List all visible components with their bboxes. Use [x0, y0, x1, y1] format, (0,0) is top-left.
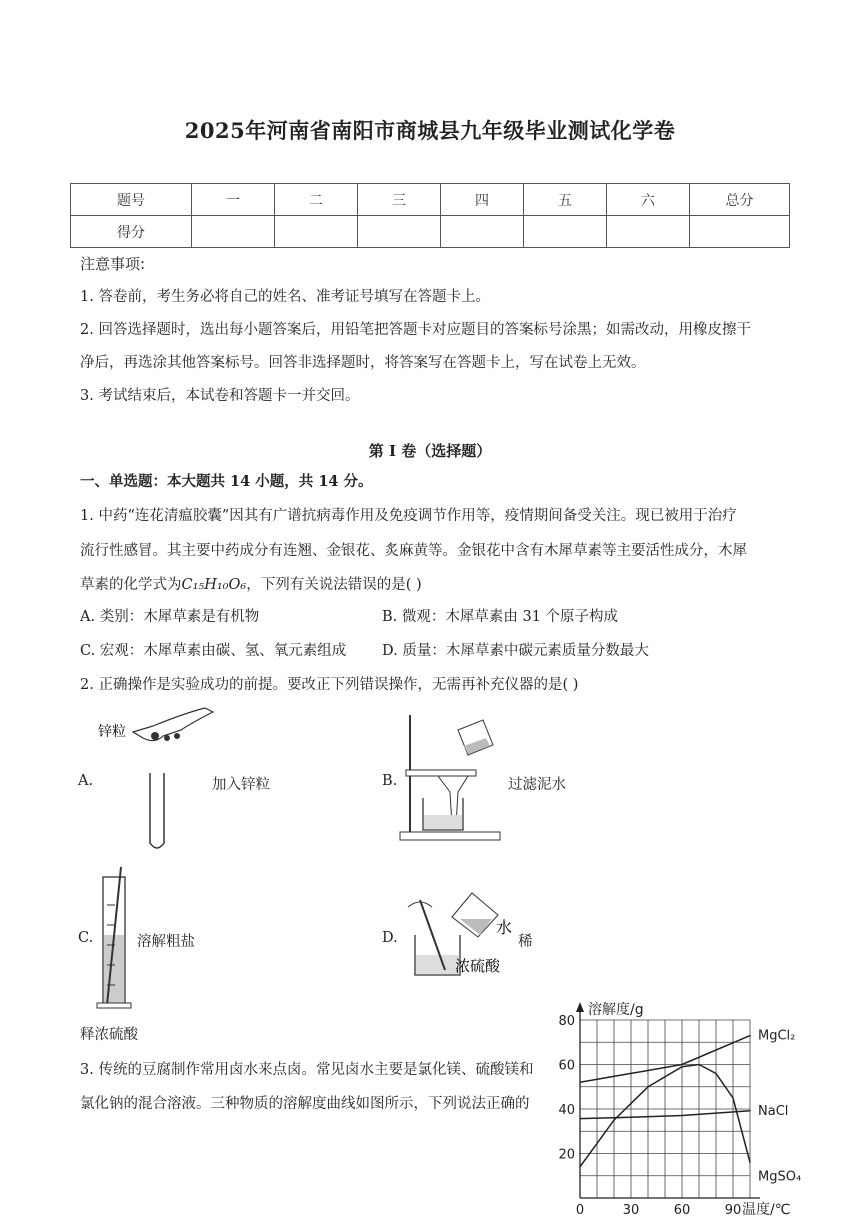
q2-option-a-caption: 加入锌粒 [212, 777, 270, 793]
part-heading: 一、单选题：本大题共 14 小题，共 14 分。 [80, 473, 373, 490]
data-point [715, 1073, 716, 1074]
notice-heading: 注意事项: [80, 255, 146, 273]
q1-option-c[interactable]: C. 宏观：木犀草素由碳、氢、氧元素组成 [80, 643, 347, 659]
y-tick-label: 40 [558, 1103, 575, 1118]
zinc-tube-figure [95, 698, 215, 858]
notice-item: 1. 答卷前，考生务必将自己的姓名、准考证号填写在答题卡上。 [80, 289, 490, 305]
q1-option-a[interactable]: A. 类别：木犀草素是有机物 [80, 609, 260, 625]
table-cell: 总分 [690, 184, 790, 216]
x-tick-label: 90 [724, 1203, 742, 1216]
data-point [579, 1166, 580, 1167]
q2-stem: 2. 正确操作是实验成功的前提。要改正下列错误操作，无需再补充仪器的是( ) [80, 677, 579, 693]
q1-option-b[interactable]: B. 微观：木犀草素由 31 个原子构成 [382, 609, 619, 625]
water-label: 水 [496, 918, 513, 937]
series-label: MgSO₄ [758, 1169, 802, 1185]
score-table-score-row [71, 216, 790, 248]
solubility-chart [555, 998, 840, 1216]
data-point [749, 1162, 750, 1163]
table-cell: 得分 [71, 216, 192, 248]
score-blank[interactable] [607, 216, 690, 248]
data-point [749, 1110, 750, 1111]
score-blank[interactable] [524, 216, 607, 248]
q1-stem-line [80, 575, 422, 595]
y-tick-label: 80 [558, 1014, 575, 1029]
q2-option-b-caption: 过滤泥水 [508, 777, 566, 793]
section-heading: 第 I 卷（选择题） [368, 442, 492, 460]
y-tick-label: 60 [558, 1058, 575, 1074]
q2-option-a-letter[interactable]: A. [78, 773, 94, 789]
score-table [70, 183, 790, 248]
y-axis-label: 溶解度/g [588, 1002, 644, 1018]
q2-option-c-caption: 溶解粗盐 [137, 934, 195, 950]
q1-stem-line: 1. 中药“连花清瘟胶囊”因其有广谱抗病毒作用及免疫调节作用等，疫情期间备受关注。现已被用于治疗 [80, 508, 737, 524]
table-cell: 六 [607, 184, 690, 216]
x-tick-label: 60 [673, 1203, 691, 1216]
dilution-figure [400, 885, 530, 985]
q2-option-d-letter[interactable]: D. [382, 930, 398, 946]
x-tick-label: 0 [575, 1203, 585, 1216]
notice-item: 净后，再选涂其他答案标号。回答非选择题时，将答案写在答题卡上，写在试卷上无效。 [80, 355, 646, 371]
y-tick-label: 20 [558, 1147, 575, 1163]
data-point [749, 1035, 750, 1036]
filtration-figure [398, 710, 508, 845]
chart-axes [576, 1002, 760, 1198]
table-cell: 四 [441, 184, 524, 216]
score-blank[interactable] [690, 216, 790, 248]
data-point [630, 1073, 631, 1074]
q1-suffix: ，下列有关说法错误的是( ) [246, 577, 422, 593]
x-tick-label: 30 [622, 1203, 640, 1216]
score-blank[interactable] [275, 216, 358, 248]
score-table-header-row [71, 184, 790, 216]
notice-item: 2. 回答选择题时，选出每小题答案后，用铅笔把答题卡对应题目的答案标号涂黑；如需改动，用橡皮擦干 [80, 322, 751, 338]
q3-stem-line: 氯化钠的混合溶液。三种物质的溶解度曲线如图所示，下列说法正确的 [80, 1096, 530, 1112]
notice-item: 3. 考试结束后，本试卷和答题卡一并交回。 [80, 388, 360, 404]
q1-stem-line: 流行性感冒。其主要中药成分有连翘、金银花、炙麻黄等。金银花中含有木犀草素等主要活性成分，木犀 [80, 543, 747, 559]
data-point [613, 1120, 614, 1121]
zinc-label: 锌粒 [98, 724, 126, 740]
data-point [579, 1118, 580, 1119]
q2-tail: 释浓硫酸 [80, 1027, 138, 1043]
data-point [647, 1086, 648, 1087]
chart-labels [558, 1001, 801, 1216]
data-point [579, 1082, 580, 1083]
cylinder-figure [95, 865, 140, 1010]
table-cell: 二 [275, 184, 358, 216]
series-label: MgCl₂ [758, 1028, 796, 1044]
table-cell: 一 [192, 184, 275, 216]
q3-stem-line: 3. 传统的豆腐制作常用卤水来点卤。常见卤水主要是氯化镁、硫酸镁和 [80, 1062, 534, 1078]
q1-option-d[interactable]: D. 质量：木犀草素中碳元素质量分数最大 [382, 643, 649, 659]
q1-prefix: 草素的化学式为 [80, 577, 182, 593]
table-cell: 五 [524, 184, 607, 216]
chemical-formula: C₁₅H₁₀O₆ [181, 577, 247, 593]
table-cell: 题号 [71, 184, 192, 216]
data-point [681, 1064, 682, 1065]
page-title: 2025年河南省南阳市商城县九年级毕业测试化学卷 [184, 118, 676, 143]
acid-label: 浓硫酸 [455, 957, 501, 975]
data-point [681, 1066, 682, 1067]
data-point [681, 1115, 682, 1116]
data-point [698, 1064, 699, 1065]
score-blank[interactable] [358, 216, 441, 248]
series-label: NaCl [758, 1103, 789, 1119]
y-axis-arrow [576, 1002, 584, 1012]
q2-option-d-caption: 稀 [518, 934, 533, 950]
data-point [630, 1117, 631, 1118]
q2-option-b-letter[interactable]: B. [382, 773, 398, 789]
q2-option-c-letter[interactable]: C. [78, 930, 94, 946]
score-blank[interactable] [441, 216, 524, 248]
score-blank[interactable] [192, 216, 275, 248]
table-cell: 三 [358, 184, 441, 216]
data-point [732, 1097, 733, 1098]
x-axis-label: 温度/℃ [742, 1202, 791, 1216]
